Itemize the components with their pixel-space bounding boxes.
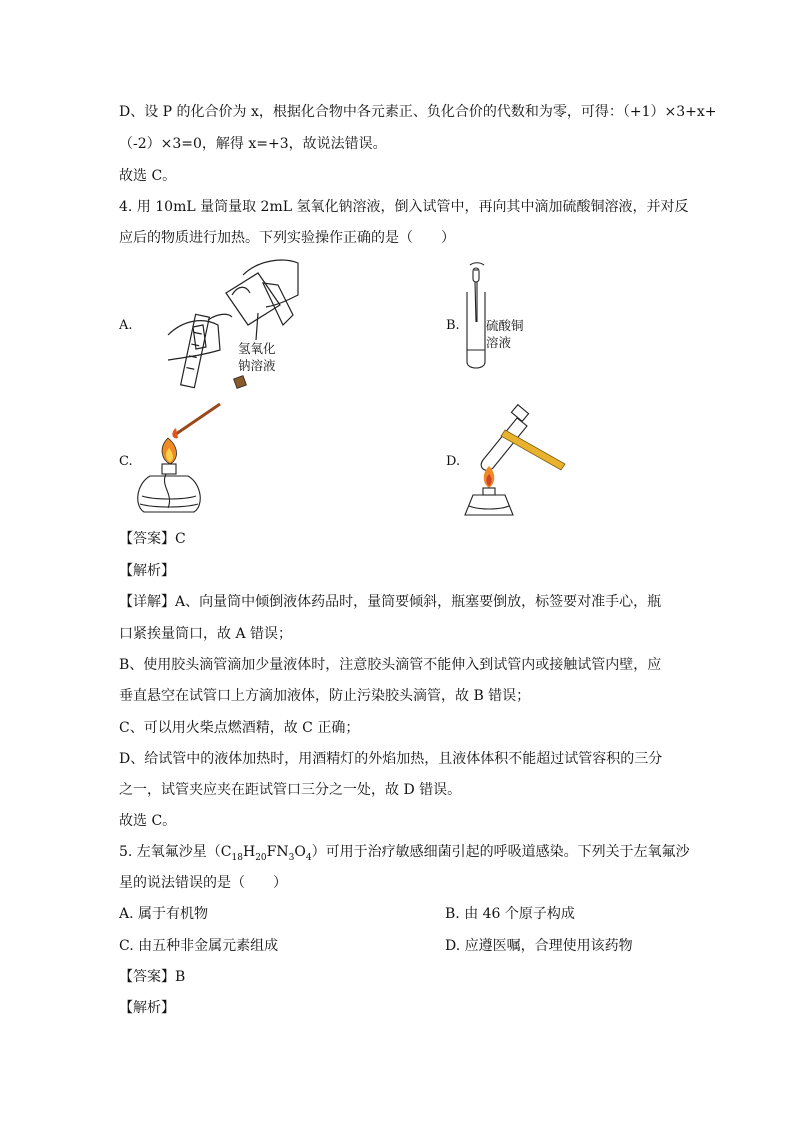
detail-line-3: B、使用胶头滴管滴加少量液体时，注意胶头滴管不能伸入到试管内或接触试管内壁，应 <box>119 657 662 673</box>
answer-4: 【答案】C <box>119 531 186 547</box>
answer-5: 【答案】B <box>119 969 186 985</box>
pouring-illustration <box>148 255 308 395</box>
option-c-letter: C. <box>119 454 133 469</box>
option-d-letter: D. <box>446 454 461 469</box>
q5-option-a: A. 属于有机物 <box>119 906 209 922</box>
detail-line-6: D、给试管中的液体加热时，用酒精灯的外焰加热，且液体体积不能超过试管容积的三分 <box>119 751 663 767</box>
option-b-letter: B. <box>446 318 460 333</box>
label-a-line-2: 钠溶液 <box>238 358 276 373</box>
detail-line-7: 之一，试管夹应夹在距试管口三分之一处，故 D 错误。 <box>119 782 462 798</box>
option-a-letter: A. <box>119 318 133 333</box>
analysis-4-heading: 【解析】 <box>119 563 175 579</box>
question-5-line-2: 星的说法错误的是（ ） <box>119 875 287 891</box>
detail-line-8: 故选 C。 <box>119 813 177 829</box>
detail-line-2: 口紧挨量筒口，故 A 错误； <box>119 626 293 642</box>
line-3: 故选 C。 <box>119 168 177 184</box>
question-5-line-1: 5. 左氧氟沙星$(C_{18}H_{20}FN_3O_4)$可用于治疗敏感细菌引起的呼吸道感染。下列关于左氧氟沙 <box>119 844 690 863</box>
label-b-line-2: 溶液 <box>486 335 512 350</box>
question-4-line-1: 4. 用 10mL 量筒量取 2mL 氢氧化钠溶液，倒入试管中，再向其中滴加硫酸铜溶液，并对反 <box>119 199 689 215</box>
lighting-alcohol-lamp-illustration <box>140 398 230 518</box>
heating-test-tube-illustration <box>465 400 570 520</box>
label-a-line-1: 氢氧化 <box>238 341 276 356</box>
q5-option-d: D. 应遵医嘱，合理使用该药物 <box>445 938 633 954</box>
analysis-5-heading: 【解析】 <box>119 1000 175 1016</box>
detail-line-4: 垂直悬空在试管口上方滴加液体，防止污染胶头滴管，故 B 错误； <box>119 688 531 704</box>
label-b-line-1: 硫酸铜 <box>486 318 524 333</box>
detail-line-5: C、可以用火柴点燃酒精，故 C 正确； <box>119 720 360 736</box>
question-4-line-2: 应后的物质进行加热。下列实验操作正确的是（ ） <box>119 230 455 246</box>
line-1: D、设 P 的化合价为 x，根据化合物中各元素正、负化合价的代数和为零，可得：（+1）×3+x+ <box>119 104 717 120</box>
line-2: （-2）×3=0，解得 x=+3，故说法错误。 <box>119 136 387 152</box>
detail-line-1: 【详解】A、向量筒中倾倒液体药品时，量筒要倾斜，瓶塞要倒放，标签要对准手心，瓶 <box>119 594 662 610</box>
q5-option-c: C. 由五种非金属元素组成 <box>119 938 279 954</box>
q5-option-b: B. 由 46 个原子构成 <box>445 906 575 922</box>
